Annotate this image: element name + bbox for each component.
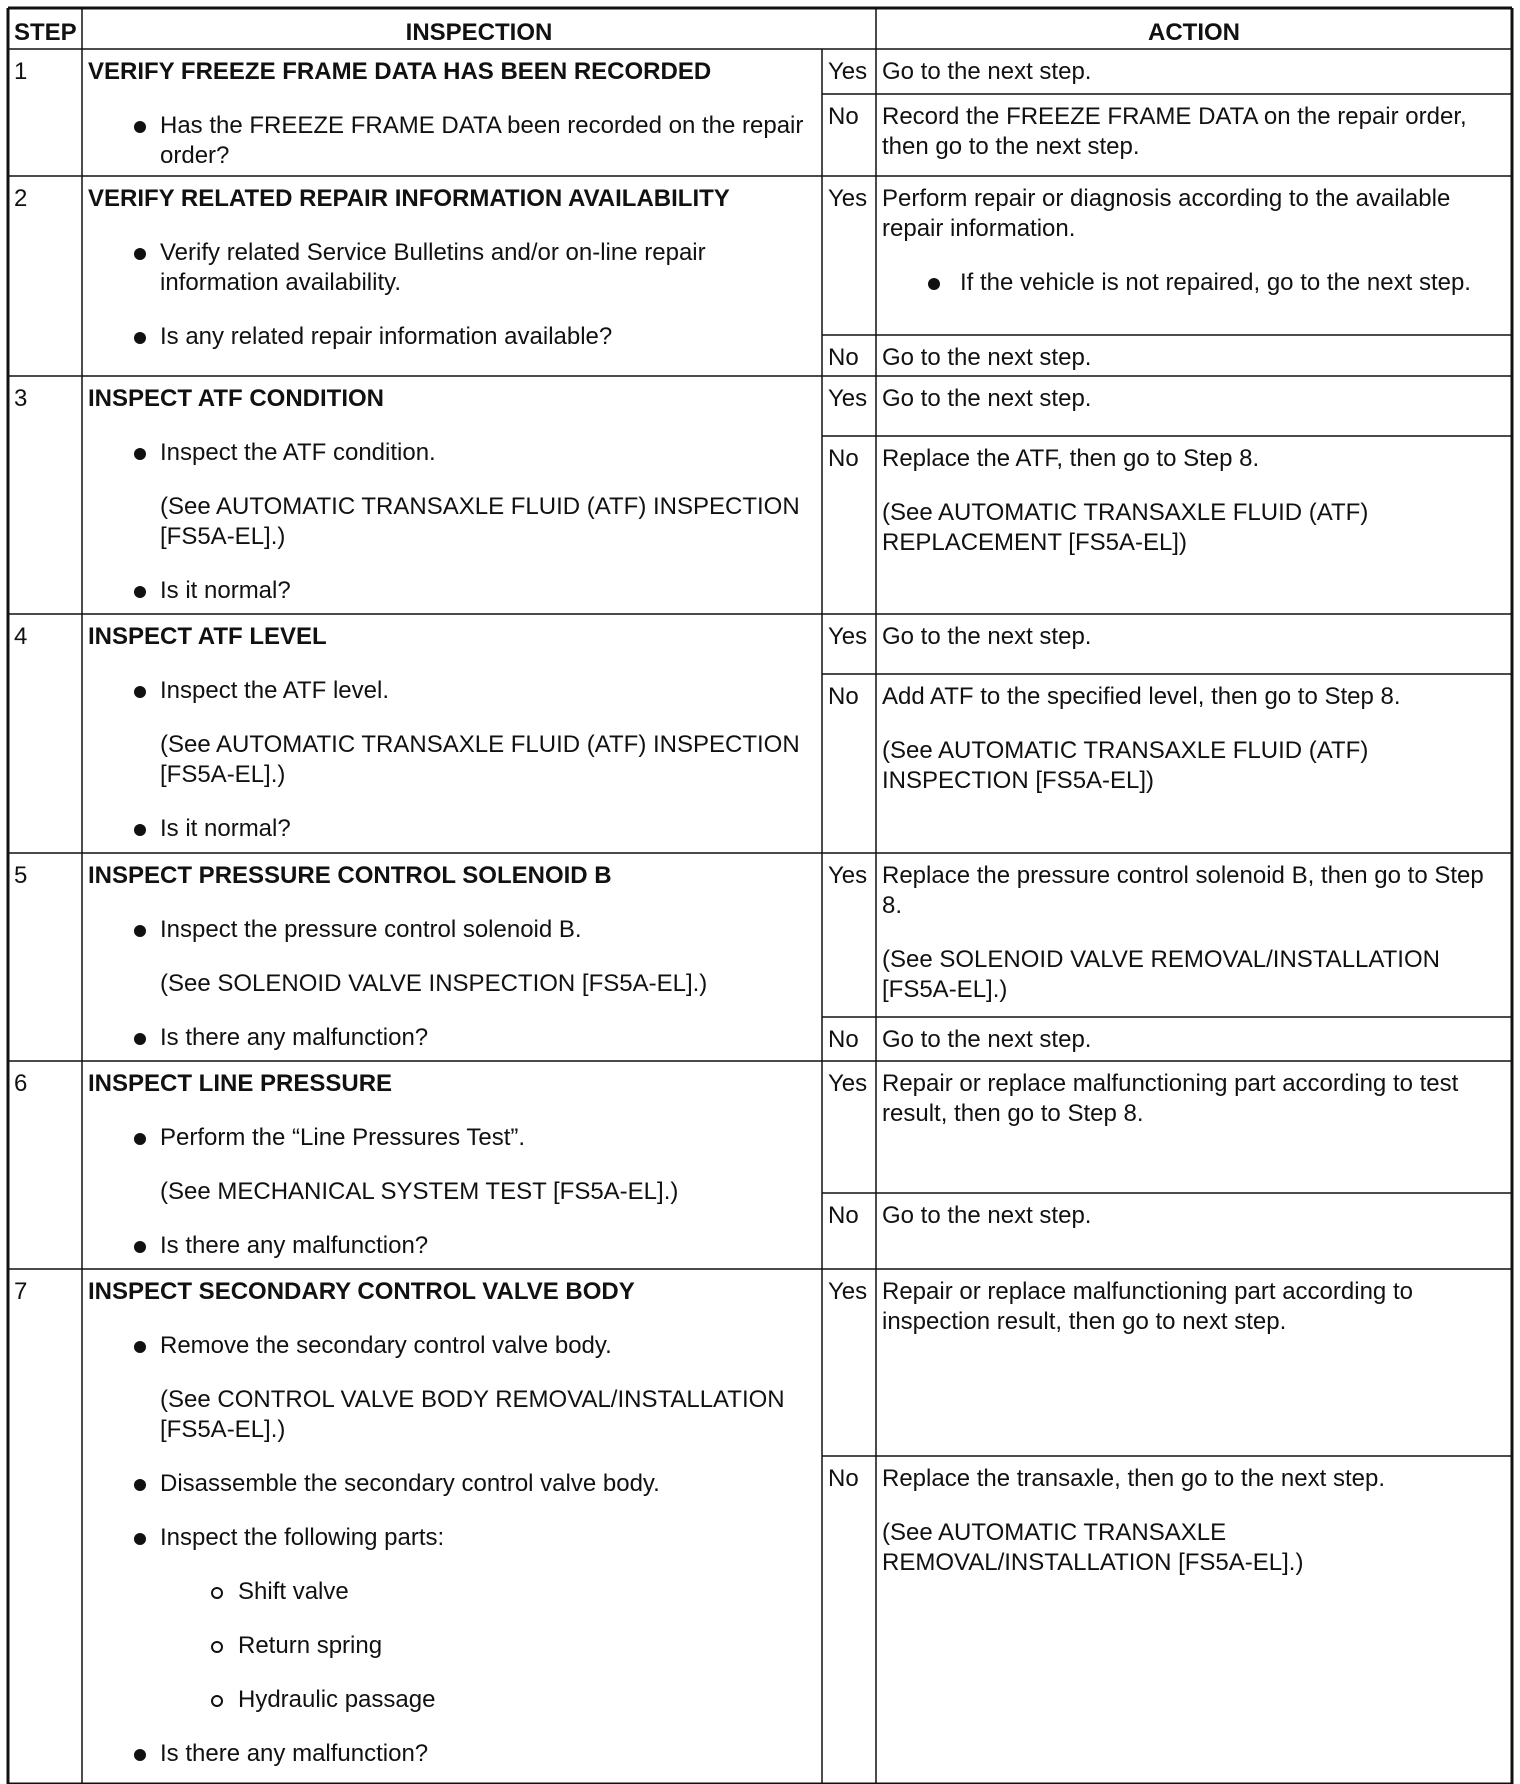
step-number: 2	[14, 185, 28, 212]
inspection-cell	[82, 176, 822, 376]
sub-bullet-item: Hydraulic passage	[88, 1685, 816, 1715]
answer-yes: Yes	[828, 1070, 868, 1097]
action-text: Go to the next step.	[882, 385, 1092, 412]
action-bullet: If the vehicle is not repaired, go to the next step.	[882, 268, 1506, 298]
sub-bullet-item: Shift valve	[88, 1577, 816, 1607]
reference-note: (See MECHANICAL SYSTEM TEST [FS5A-EL].)	[160, 1178, 679, 1205]
inspection-cell	[82, 1061, 822, 1269]
bullet-item: Has the FREEZE FRAME DATA been recorded on the repair order?	[88, 111, 816, 171]
step-number: 1	[14, 58, 28, 85]
action-cell	[876, 376, 1512, 436]
answer-no: No	[828, 344, 859, 371]
step-number-cell	[8, 1061, 82, 1269]
step-number-cell	[8, 1269, 82, 1784]
bullet-item: Is there any malfunction?	[88, 1739, 816, 1769]
action-text: (See AUTOMATIC TRANSAXLE REMOVAL/INSTALLATION [FS5A-EL].)	[882, 1519, 1304, 1576]
step-number-cell	[8, 376, 82, 614]
answer-yes: Yes	[828, 185, 868, 212]
answer-yes: Yes	[828, 862, 868, 889]
reference-note: (See CONTROL VALVE BODY REMOVAL/INSTALLATION [FS5A-EL].)	[160, 1386, 785, 1443]
step-title: VERIFY RELATED REPAIR INFORMATION AVAILABILITY	[88, 185, 730, 212]
action-text: (See SOLENOID VALVE REMOVAL/INSTALLATION [FS5A-EL].)	[882, 946, 1440, 1003]
action-text: Go to the next step.	[882, 344, 1092, 371]
answer-no: No	[828, 1202, 859, 1229]
bullet-item: Inspect the ATF level.	[88, 676, 816, 706]
action-text: Go to the next step.	[882, 623, 1092, 650]
inspection-cell	[82, 49, 822, 176]
answer-label-cell	[822, 1017, 876, 1061]
step-number-cell	[8, 853, 82, 1061]
bullet-item: Inspect the ATF condition.	[88, 438, 816, 468]
header-step-label: STEP	[14, 19, 77, 46]
reference-note: (See SOLENOID VALVE INSPECTION [FS5A-EL].)	[160, 970, 708, 997]
answer-label-cell	[822, 49, 876, 94]
bullet-item: Is there any malfunction?	[88, 1023, 816, 1053]
action-text: (See AUTOMATIC TRANSAXLE FLUID (ATF) REPLACEMENT [FS5A-EL])	[882, 499, 1369, 556]
answer-yes: Yes	[828, 1278, 868, 1305]
bullet-item: Inspect the pressure control solenoid B.	[88, 915, 816, 945]
step-number-cell	[8, 614, 82, 853]
step-title: INSPECT PRESSURE CONTROL SOLENOID B	[88, 862, 612, 889]
answer-label-cell	[822, 853, 876, 1017]
inspection-cell	[82, 853, 822, 1061]
answer-no: No	[828, 103, 859, 130]
answer-no: No	[828, 1465, 859, 1492]
answer-no: No	[828, 445, 859, 472]
header-action	[876, 8, 1512, 49]
step-number: 4	[14, 623, 28, 650]
inspection-cell	[82, 614, 822, 853]
answer-no: No	[828, 1026, 859, 1053]
step-number: 5	[14, 862, 28, 889]
step-title: INSPECT ATF LEVEL	[88, 623, 327, 650]
header-action-label: ACTION	[1148, 19, 1240, 46]
action-text: Perform repair or diagnosis according to the available repair information.	[882, 185, 1451, 242]
action-text: Replace the pressure control solenoid B, then go to Step 8.	[882, 862, 1484, 919]
bullet-item: Verify related Service Bulletins and/or on-line repair information availability.	[88, 238, 816, 298]
action-cell	[876, 1061, 1512, 1193]
action-cell	[876, 614, 1512, 674]
answer-label-cell	[822, 1193, 876, 1269]
step-number: 7	[14, 1278, 28, 1305]
action-text: Replace the ATF, then go to Step 8.	[882, 445, 1260, 472]
answer-label-cell	[822, 436, 876, 614]
bullet-item: Inspect the following parts:	[88, 1523, 816, 1553]
reference-note: (See AUTOMATIC TRANSAXLE FLUID (ATF) INSPECTION [FS5A-EL].)	[160, 731, 800, 788]
answer-yes: Yes	[828, 58, 868, 85]
action-text: Repair or replace malfunctioning part according to test result, then go to Step 8.	[882, 1070, 1459, 1127]
answer-label-cell	[822, 176, 876, 335]
bullet-item: Is there any malfunction?	[88, 1231, 816, 1261]
bullet-item: Is any related repair information available?	[88, 322, 816, 352]
action-text: Go to the next step.	[882, 1026, 1092, 1053]
bullet-item: Is it normal?	[88, 814, 816, 844]
inspection-cell	[82, 1269, 822, 1784]
action-text: Replace the transaxle, then go to the next step.	[882, 1465, 1385, 1492]
action-text: Go to the next step.	[882, 1202, 1092, 1229]
action-cell	[876, 1017, 1512, 1061]
bullet-item: Remove the secondary control valve body.	[88, 1331, 816, 1361]
action-cell	[876, 1193, 1512, 1269]
header-inspection-label: INSPECTION	[405, 19, 553, 46]
answer-label-cell	[822, 614, 876, 674]
bullet-item: Disassemble the secondary control valve body.	[88, 1469, 816, 1499]
answer-label-cell	[822, 1061, 876, 1193]
action-cell	[876, 49, 1512, 94]
inspection-cell	[82, 376, 822, 614]
bullet-item: Is it normal?	[88, 576, 816, 606]
answer-yes: Yes	[828, 623, 868, 650]
action-cell	[876, 674, 1512, 853]
step-title: VERIFY FREEZE FRAME DATA HAS BEEN RECORDED	[88, 58, 712, 85]
step-title: INSPECT ATF CONDITION	[88, 385, 384, 412]
answer-label-cell	[822, 1269, 876, 1456]
action-text: Repair or replace malfunctioning part according to inspection result, then go to next step.	[882, 1278, 1413, 1335]
action-cell	[876, 94, 1512, 176]
step-number: 3	[14, 385, 28, 412]
action-text: Add ATF to the specified level, then go to Step 8.	[882, 683, 1401, 710]
answer-label-cell	[822, 1456, 876, 1784]
step-title: INSPECT LINE PRESSURE	[88, 1070, 393, 1097]
answer-label-cell	[822, 674, 876, 853]
step-number-cell	[8, 49, 82, 176]
header-inspection	[82, 8, 876, 49]
step-number-cell	[8, 176, 82, 376]
step-title: INSPECT SECONDARY CONTROL VALVE BODY	[88, 1278, 635, 1305]
reference-note: (See AUTOMATIC TRANSAXLE FLUID (ATF) INSPECTION [FS5A-EL].)	[160, 493, 800, 550]
action-text: (See AUTOMATIC TRANSAXLE FLUID (ATF) INSPECTION [FS5A-EL])	[882, 737, 1369, 794]
action-cell	[876, 853, 1512, 1017]
answer-label-cell	[822, 94, 876, 176]
action-cell	[876, 335, 1512, 376]
bullet-item: Perform the “Line Pressures Test”.	[88, 1123, 816, 1153]
header-step	[8, 8, 82, 49]
sub-bullet-item: Return spring	[88, 1631, 816, 1661]
action-cell	[876, 1456, 1512, 1784]
answer-yes: Yes	[828, 385, 868, 412]
action-cell	[876, 436, 1512, 614]
action-cell	[876, 1269, 1512, 1456]
action-text: Go to the next step.	[882, 58, 1092, 85]
answer-label-cell	[822, 376, 876, 436]
answer-label-cell	[822, 335, 876, 376]
step-number: 6	[14, 1070, 28, 1097]
answer-no: No	[828, 683, 859, 710]
action-text: Record the FREEZE FRAME DATA on the repair order, then go to the next step.	[882, 103, 1467, 160]
action-cell	[876, 176, 1512, 335]
